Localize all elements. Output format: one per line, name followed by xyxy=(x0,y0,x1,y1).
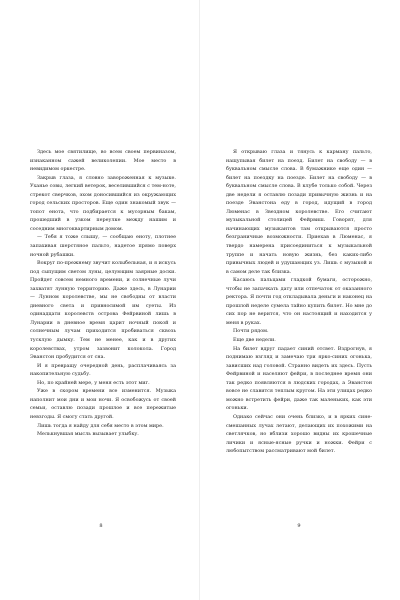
paragraph: Я открываю глаза и тянусь к карману пальто, нащупывая билет на поезд. Билет на свободу — в буквальном смысле слова. В бумажнике еще один — билет на поездку на поезде. Билет на свободу — в буквальном смысле слова. В клубе только собой. Через две недели я оставлю позади привычную жизнь и на поезде Эванстона еду в город, идущий в город Люменас в Звездном королевстве. Его считают музыкальной столицей Фейрвиш. Говорят, для начинающих музыкантов там открываются просто безграничные возможности. Приехав в Люменас, я твердо намерена присоединиться к музыкальной труппе и начать новую жизнь, без каких-либо привычных людей и удушающих уз. Лишь с музыкой и в самом деле так близка. xyxy=(226,149,372,275)
right-page-text xyxy=(226,148,372,456)
paragraph: Вокруг по-прежнему звучит колыбельная, и я искусь под сыпущим светом луны, целующим заярные доски. Пройдет совсем немного времени, и солнечные лучи захватят лунную территорию. Даже здесь, в Лунарии — Лунном королевстве, мы не свободны от власти дневного света и привносимой им суеты. Из одинадцати королевств острова Фейрвиной лишь в Лунарии в дневное время царит ночный покой и солнечным лучам приходится пробиваться сквозь тусклую дымку. Тем не менее, как и в других королевствах, утром зазвонит колокола. Город Эванстон пробудится от сна. xyxy=(30,260,176,361)
page-number: 8 xyxy=(99,523,103,529)
paragraph: Лишь тогда я найду для себя место в этом мире. xyxy=(37,422,164,429)
page-number: 9 xyxy=(297,523,301,529)
paragraph: Почти рядом. xyxy=(233,328,269,335)
paragraph: Еще две недели. xyxy=(233,337,276,344)
paragraph: Однако сейчас они очень близко, и в ярких сине-смешанных лучах летают, делающих их похожими на светлячков, но вблизи хорошо видны их крошечные личики и ясные-ясные ручки и ножки. Фейри с любопытством рассматривают мой билет. xyxy=(226,413,372,455)
paragraph: Уже в скором времени все изменится. Музыка наполнит мои дни и мои ночи. Я освобожусь от своей семьи, оставлю позади прошлое и все пережитые невзгоды. Я смогу стать другой. xyxy=(30,388,176,420)
paragraph: Но, по крайней мере, у меня есть этот миг. xyxy=(37,379,150,386)
paragraph: Закрыв глаза, я словно завороженная к музыке. Уханье совы, легкий ветерок, веселившийся с тем-ноте, стрекот сверчков, эхом доносившийся из окружающих город сельских просторов. Еще один знакомый звук — топот енота, что подбирается к мусорным бакам, прошедший в узком переулке между нашим и соседним многоквартирным домом. xyxy=(30,174,176,232)
paragraph: И я превращу очередной день, расплачиваясь за накопительную судьбу. xyxy=(30,362,176,378)
left-page-text xyxy=(30,148,176,439)
paragraph: — Тебя я тоже слышу, — сообщаю еноту, плотнее запахивая шерстяное пальто, надетое прямо поверх ночной рубашки. xyxy=(30,234,176,258)
right-page xyxy=(200,0,400,600)
paragraph: Здесь мое святилище, во всем своем первиназом, изнаканном сажей великолепии. Мое место в невидимом оркестре. xyxy=(30,149,176,173)
paragraph: На билет вдруг падает синий отсвет. Вздрогнув, я поднимаю взгляд и замечаю три ярко-синих огонька, зависших над головой. Странно видеть их здесь. Пусть Фейрвиной и населяют фейри, в последнее время они так редко появляются в людских городах, а Эванстон вовсе не славится теплым кругом. На эти улицах редко можно встретить фейри, даже так маленьких, как эти огоньки. xyxy=(226,345,372,412)
paragraph: Касаюсь пальцами гладкой бумаги, осторожно, чтобы не запачкать дату или отпечаток от оказанного ректора. Я почти год откладывала деньги и наконец на прошлой неделе сумела тайно купить билет. Но мне до сих пор не верится, что он настоящий и находится у меня в руках. xyxy=(226,277,372,326)
paragraph: Мелькнувшая мысль вызывает улыбку. xyxy=(37,431,139,438)
